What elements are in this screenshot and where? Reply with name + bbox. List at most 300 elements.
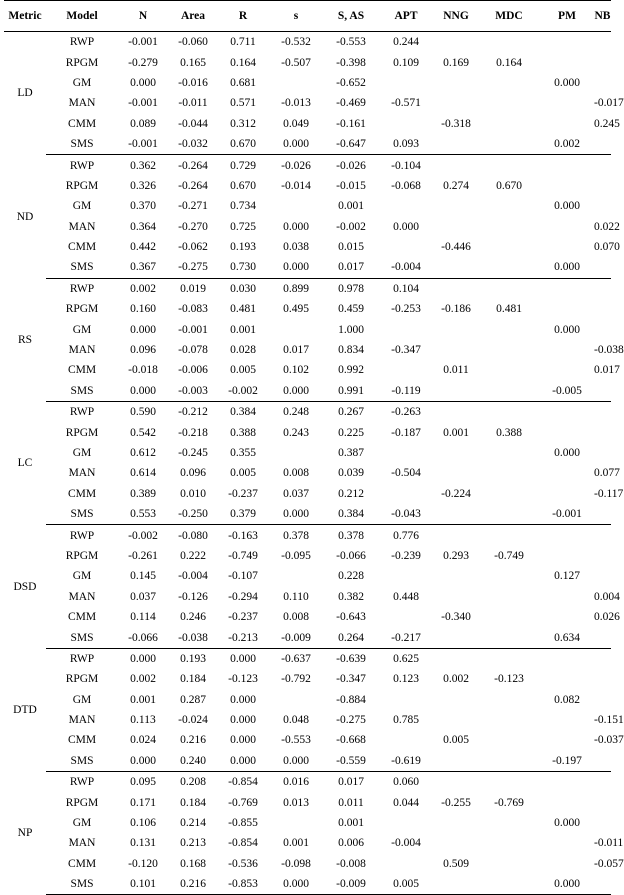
table-cell: 0.216 [168, 874, 218, 895]
table-cell: 0.160 [130, 303, 156, 316]
table-cell: -0.068 [391, 179, 421, 192]
table-cell: -0.163 [228, 529, 258, 542]
table-cell: -0.119 [378, 381, 434, 402]
table-row [4, 627, 611, 648]
table-cell [540, 730, 594, 750]
table-cell [594, 278, 611, 299]
metric-label: RS [17, 333, 33, 346]
table-cell: -0.038 [594, 344, 624, 357]
table-cell [478, 278, 540, 299]
model-label: RWP [69, 406, 95, 419]
table-cell: 0.127 [554, 570, 580, 583]
table-cell: 0.060 [393, 776, 419, 789]
table-cell: -0.294 [228, 590, 258, 603]
table-cell: 0.123 [393, 673, 419, 686]
table-cell [434, 443, 478, 463]
table-cell [540, 340, 594, 360]
table-cell: 0.509 [443, 857, 469, 870]
table-cell: 0.169 [443, 56, 469, 69]
table-row [4, 237, 611, 257]
table-cell: 0.000 [540, 874, 594, 895]
table-cell: 0.131 [130, 837, 156, 850]
table-row [4, 669, 611, 689]
table-row [4, 381, 611, 402]
table-cell: 0.000 [130, 323, 156, 336]
table-cell [540, 360, 594, 380]
table-cell: -0.126 [178, 590, 208, 603]
table-cell: 0.000 [554, 817, 580, 830]
table-cell [594, 73, 611, 93]
table-cell: 0.017 [283, 344, 309, 357]
table-cell [540, 648, 594, 669]
table-row [4, 874, 611, 895]
table-row [4, 463, 611, 483]
table-cell [478, 525, 540, 546]
table-cell [594, 52, 611, 72]
table-cell [594, 525, 611, 546]
table-cell: -0.066 [118, 627, 168, 648]
table-cell: -0.104 [391, 159, 421, 172]
table-row [4, 648, 611, 669]
table-row [4, 751, 611, 772]
table-row [4, 854, 611, 874]
table-cell: -0.253 [391, 303, 421, 316]
table-cell: -0.001 [540, 504, 594, 525]
column-header: NB [594, 1, 611, 32]
table-cell [540, 525, 594, 546]
table-cell: -0.014 [281, 179, 311, 192]
table-cell [434, 587, 478, 607]
table-cell [478, 813, 540, 833]
table-cell: -0.647 [324, 134, 378, 155]
table-cell: 0.000 [130, 652, 156, 665]
table-cell [268, 319, 324, 339]
table-cell [478, 730, 540, 750]
table-cell: 0.571 [230, 97, 256, 110]
table-cell [478, 340, 540, 360]
table-row [4, 792, 611, 812]
table-cell: 0.145 [130, 570, 156, 583]
table-cell: -0.013 [281, 97, 311, 110]
table-cell: 0.899 [283, 282, 309, 295]
table-cell: -0.239 [391, 549, 421, 562]
table-cell [540, 484, 594, 504]
model-label: RWP [69, 36, 95, 49]
model-label: SMS [46, 257, 118, 278]
model-label: MAN [68, 220, 96, 233]
table-cell: -0.120 [128, 857, 158, 870]
table-cell: 0.000 [554, 447, 580, 459]
table-cell: 0.388 [230, 426, 256, 439]
table-row [4, 813, 611, 833]
table-cell: 0.168 [180, 857, 206, 870]
table-cell: -0.187 [391, 426, 421, 439]
table-row [4, 176, 611, 196]
table-cell: -0.001 [118, 134, 168, 155]
table-cell: -0.504 [391, 467, 421, 480]
table-row [4, 52, 611, 72]
table-cell: -0.002 [336, 220, 366, 233]
table-cell: -0.347 [336, 673, 366, 686]
table-cell: -0.769 [494, 796, 524, 809]
column-header: APT [378, 1, 434, 32]
table-cell: -0.652 [336, 76, 366, 89]
table-cell [594, 32, 611, 53]
table-cell: 0.019 [180, 282, 206, 295]
table-cell [434, 463, 478, 483]
table-cell [540, 463, 594, 483]
table-cell [434, 874, 478, 895]
table-cell: -0.553 [336, 36, 366, 49]
table-cell: 0.000 [554, 323, 580, 336]
table-cell: -0.004 [378, 257, 434, 278]
table-cell: 0.000 [268, 751, 324, 772]
table-cell: -0.001 [128, 36, 158, 49]
table-row [4, 155, 611, 176]
table-cell: -0.469 [336, 97, 366, 110]
table-cell: -0.083 [178, 303, 208, 316]
table-cell: 0.212 [338, 487, 364, 500]
table-cell [540, 155, 594, 176]
table-cell: 0.729 [230, 159, 256, 172]
table-cell: 0.165 [180, 56, 206, 69]
table-cell [478, 381, 540, 402]
table-cell: -0.217 [378, 627, 434, 648]
table-cell: 0.000 [130, 76, 156, 89]
table-cell [434, 627, 478, 648]
table-cell: 0.110 [283, 590, 309, 603]
table-cell: 0.370 [130, 200, 156, 213]
table-cell [540, 607, 594, 627]
table-row [4, 690, 611, 710]
table-cell [378, 114, 434, 134]
table-cell: 0.037 [130, 590, 156, 603]
table-cell: -0.398 [336, 56, 366, 69]
table-cell: 0.670 [230, 179, 256, 192]
table-cell [434, 381, 478, 402]
table-cell: 0.388 [496, 426, 522, 439]
table-cell: 0.481 [230, 303, 256, 316]
table-cell: -0.668 [336, 734, 366, 747]
table-cell: 0.362 [130, 159, 156, 172]
table-cell: 0.164 [230, 56, 256, 69]
table-cell: -0.151 [594, 714, 624, 727]
table-cell: -0.271 [178, 200, 208, 213]
table-row [4, 299, 611, 319]
table-cell [434, 196, 478, 216]
table-cell: 0.000 [540, 257, 594, 278]
table-cell [594, 299, 611, 319]
table-cell: 1.000 [338, 323, 364, 336]
table-cell: 0.481 [496, 303, 522, 316]
table-cell [378, 443, 434, 463]
table-cell: 0.001 [230, 323, 256, 336]
table-cell [478, 607, 540, 627]
table-cell: 0.193 [180, 652, 206, 665]
model-label: GM [72, 200, 92, 213]
table-row [4, 73, 611, 93]
header-row [4, 1, 611, 32]
model-label: CMM [67, 734, 97, 747]
table-cell [378, 607, 434, 627]
table-cell: 0.000 [554, 200, 580, 213]
model-label: CMM [67, 857, 97, 870]
table-cell: 0.542 [130, 426, 156, 439]
table-cell [434, 751, 478, 772]
table-row [4, 710, 611, 730]
model-label: RPGM [65, 549, 99, 562]
table-cell [268, 690, 324, 710]
table-cell: 0.326 [130, 179, 156, 192]
table-cell: 0.002 [540, 134, 594, 155]
table-cell: 0.785 [393, 714, 419, 727]
table-cell [378, 360, 434, 380]
table-row [4, 196, 611, 216]
table-cell: 0.104 [393, 282, 419, 295]
table-body [4, 32, 624, 895]
table-cell: -0.275 [168, 257, 218, 278]
table-cell: 0.102 [283, 364, 309, 377]
table-cell: 0.228 [338, 570, 364, 583]
table-cell [434, 813, 478, 833]
table-cell: 0.214 [180, 817, 206, 830]
table-cell [594, 627, 611, 648]
table-cell [478, 566, 540, 586]
column-header: R [218, 1, 268, 32]
model-label: CMM [67, 241, 97, 254]
table-cell: -0.123 [494, 673, 524, 686]
model-label: RPGM [65, 796, 99, 809]
table-cell: 0.049 [283, 117, 309, 130]
model-label: SMS [46, 504, 118, 525]
table-cell: 0.725 [230, 220, 256, 233]
table-cell: -0.038 [168, 627, 218, 648]
table-cell [540, 52, 594, 72]
table-cell: 0.101 [118, 874, 168, 895]
model-label: GM [72, 76, 92, 89]
model-label: MAN [68, 467, 96, 480]
table-cell: -0.002 [218, 381, 268, 402]
table-cell: 0.670 [218, 134, 268, 155]
model-label: GM [72, 447, 92, 459]
table-cell [540, 854, 594, 874]
table-cell: 0.089 [130, 117, 156, 130]
table-cell [268, 443, 324, 463]
table-row [4, 587, 611, 607]
table-cell: 0.834 [338, 344, 364, 357]
table-cell: 0.017 [324, 257, 378, 278]
model-label: SMS [46, 134, 118, 155]
table-cell: -0.078 [178, 344, 208, 357]
table-cell: 0.095 [130, 776, 156, 789]
table-cell: 0.245 [594, 117, 620, 130]
table-cell: -0.016 [178, 76, 208, 89]
table-cell [434, 648, 478, 669]
table-cell: -0.002 [128, 529, 158, 542]
table-cell: 0.459 [338, 303, 364, 316]
table-cell [540, 278, 594, 299]
model-label: CMM [67, 364, 97, 377]
table-cell: -0.018 [128, 364, 158, 377]
table-cell: 0.267 [338, 406, 364, 419]
table-cell [378, 196, 434, 216]
table-cell: 0.164 [496, 56, 522, 69]
table-cell: -0.749 [228, 549, 258, 562]
table-cell [594, 443, 611, 463]
table-cell [478, 833, 540, 853]
table-cell: -0.015 [336, 179, 366, 192]
table-cell [378, 854, 434, 874]
table-cell: 0.312 [230, 117, 256, 130]
metric-label: ND [16, 210, 34, 223]
table-cell [434, 566, 478, 586]
table-cell [434, 772, 478, 793]
table-cell [478, 484, 540, 504]
table-cell: 0.000 [268, 504, 324, 525]
table-cell: 0.030 [230, 282, 256, 295]
table-cell: 0.355 [230, 447, 256, 459]
table-cell: -0.769 [228, 796, 258, 809]
table-cell: -0.279 [128, 56, 158, 69]
table-cell: -0.218 [178, 426, 208, 439]
table-cell: -0.264 [178, 159, 208, 172]
table-cell [478, 648, 540, 669]
table-cell: -0.643 [336, 611, 366, 624]
table-cell: 0.000 [393, 220, 419, 233]
table-cell: 0.992 [338, 364, 364, 377]
metric-label: LD [17, 87, 33, 100]
model-label: RPGM [65, 179, 99, 192]
table-row [4, 93, 611, 113]
table-cell: -0.107 [228, 570, 258, 583]
table-cell [478, 257, 540, 278]
table-cell: 0.048 [283, 714, 309, 727]
table-cell: 0.000 [268, 381, 324, 402]
table-cell: -0.446 [441, 241, 471, 254]
table-cell: 0.000 [218, 751, 268, 772]
table-cell [540, 32, 594, 53]
table-cell [378, 730, 434, 750]
table-cell: 0.614 [130, 467, 156, 480]
table-cell: -0.003 [168, 381, 218, 402]
table-cell: 0.590 [130, 406, 156, 419]
model-label: RPGM [65, 303, 99, 316]
table-cell: 0.005 [230, 364, 256, 377]
table-cell: -0.318 [441, 117, 471, 130]
table-cell [594, 422, 611, 442]
table-cell: 0.000 [118, 751, 168, 772]
table-cell: 0.093 [378, 134, 434, 155]
table-cell [478, 710, 540, 730]
table-cell: -0.098 [281, 857, 311, 870]
table-cell [594, 751, 611, 772]
table-cell: -0.855 [228, 817, 258, 830]
table-cell [478, 402, 540, 423]
table-cell: -0.854 [228, 776, 258, 789]
table-cell: 0.184 [180, 796, 206, 809]
table-cell: 0.005 [230, 467, 256, 480]
table-cell: -0.275 [336, 714, 366, 727]
table-cell: 0.184 [180, 673, 206, 686]
table-cell [434, 833, 478, 853]
table-cell [478, 690, 540, 710]
table-cell [378, 813, 434, 833]
table-row [4, 257, 611, 278]
table-cell [594, 176, 611, 196]
table-cell [594, 772, 611, 793]
table-cell [478, 217, 540, 237]
model-label: RWP [69, 159, 95, 172]
table-cell: 0.378 [283, 529, 309, 542]
table-cell: 0.000 [283, 220, 309, 233]
table-cell: 0.000 [554, 76, 580, 89]
table-cell: 0.978 [338, 282, 364, 295]
table-cell: -0.553 [281, 734, 311, 747]
column-header: Metric [4, 1, 46, 32]
table-cell: 0.001 [338, 817, 364, 830]
table-cell [594, 874, 611, 895]
table-cell: 0.011 [338, 796, 364, 809]
table-cell: -0.117 [594, 487, 624, 500]
table-cell: 0.442 [130, 241, 156, 254]
table-cell: -0.212 [178, 406, 208, 419]
metric-label: DTD [13, 703, 37, 716]
table-cell [268, 566, 324, 586]
table-cell: 0.024 [130, 734, 156, 747]
table-cell: -0.261 [128, 549, 158, 562]
table-cell [434, 73, 478, 93]
table-cell [540, 114, 594, 134]
column-header: s [268, 1, 324, 32]
model-label: RPGM [65, 426, 99, 439]
table-cell: 0.379 [218, 504, 268, 525]
table-cell: 0.000 [118, 381, 168, 402]
table-cell [594, 504, 611, 525]
table-cell: 0.213 [180, 837, 206, 850]
table-cell: 0.113 [130, 714, 156, 727]
table-cell: 0.026 [594, 611, 620, 624]
table-cell [378, 690, 434, 710]
table-cell: 0.109 [393, 56, 419, 69]
table-cell [434, 217, 478, 237]
table-row [4, 360, 611, 380]
model-label: RWP [69, 652, 95, 665]
table-cell: -0.507 [281, 56, 311, 69]
table-cell [594, 669, 611, 689]
table-cell: 0.070 [594, 241, 620, 254]
metric-label: DSD [13, 580, 37, 593]
table-cell: -0.245 [178, 447, 208, 459]
table-cell: 0.776 [393, 529, 419, 542]
table-cell: 0.114 [130, 611, 156, 624]
table-row [4, 772, 611, 793]
table-row [4, 340, 611, 360]
table-cell: 0.001 [443, 426, 469, 439]
table-cell: 0.001 [283, 837, 309, 850]
table-cell: -0.080 [178, 529, 208, 542]
table-cell: -0.008 [336, 857, 366, 870]
table-cell: -0.095 [281, 549, 311, 562]
table-cell: -0.619 [378, 751, 434, 772]
table-cell: 0.000 [230, 734, 256, 747]
table-cell: 0.171 [130, 796, 156, 809]
table-cell [594, 319, 611, 339]
metric-label: NP [17, 827, 33, 840]
column-header: Model [46, 1, 118, 32]
table-cell: -0.884 [336, 693, 366, 706]
table-cell: 0.077 [594, 467, 620, 480]
table-cell [594, 690, 611, 710]
